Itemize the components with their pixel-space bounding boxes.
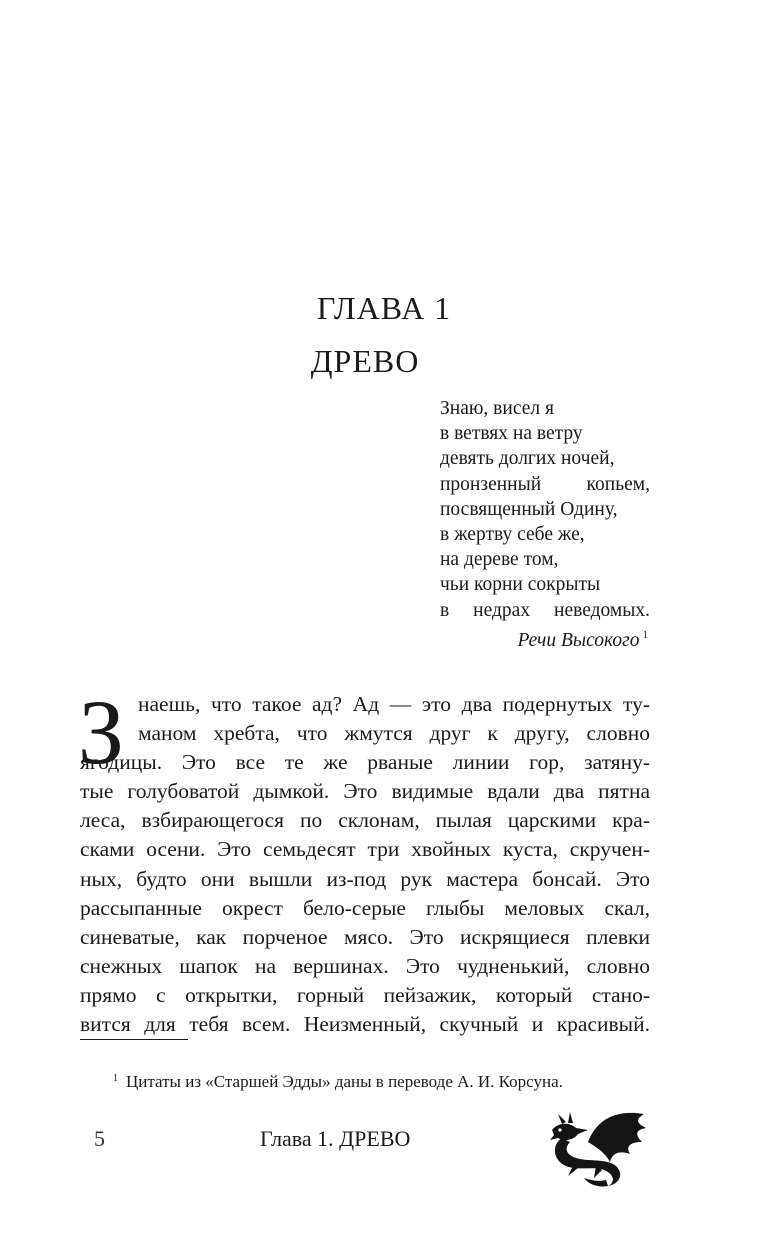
running-title: Глава 1. ДРЕВО (260, 1126, 411, 1151)
footnote-mark: 1 (113, 1073, 118, 1084)
epigraph (440, 396, 650, 653)
epigraph-line: чьи корни сокрыты (440, 574, 601, 596)
body-line: маном хребта, что жмутся друг к другу, словно (138, 721, 650, 746)
epigraph-line: на дереве том, (440, 549, 559, 571)
epigraph-line: посвященный Одину, (440, 498, 618, 520)
body-line: вится для тебя всем. Неизменный, скучный и красивый. (80, 1012, 650, 1037)
body-paragraph (78, 681, 650, 1039)
epigraph-line: пронзенный копьем, (440, 473, 650, 495)
body-line: синеватые, как порченое мясо. Это искрящиеся плевки (80, 924, 650, 949)
footnote-text: Цитаты из «Старшей Эдды» даны в переводе А. И. Корсуна. (126, 1072, 563, 1091)
body-line: ных, будто они вышли из-под рук мастера бонсай. Это (80, 866, 650, 891)
body-line: наешь, что такое ад? Ад — это два подернутых ту- (138, 692, 650, 716)
drop-cap: З (78, 681, 125, 783)
epigraph-line: в ветвях на ветру (440, 423, 583, 445)
body-line: снежных шапок на вершинах. Это чудненький, словно (80, 953, 650, 978)
footnote (113, 1068, 653, 1093)
body-line: прямо с открытки, горный пейзажик, который стано- (80, 982, 650, 1007)
epigraph-line: Знаю, висел я (440, 398, 554, 419)
chapter-number: ГЛАВА 1 (316, 290, 452, 326)
page-number: 5 (94, 1126, 105, 1151)
dragon-ornament-icon (548, 1108, 652, 1190)
footnote-reference[interactable]: 1 (642, 628, 648, 641)
epigraph-line: девять долгих ночей, (440, 448, 615, 470)
body-line: ягодицы. Это все те же рваные линии гор, затяну- (80, 750, 650, 775)
chapter-title: ДРЕВО (310, 343, 420, 379)
body-line: рассыпанные окрест бело-серые глыбы меловых скал, (80, 895, 650, 920)
body-line: леса, взбирающегося по склонам, пылая царскими кра- (80, 808, 650, 833)
epigraph-line: в недрах неведомых. (440, 599, 650, 621)
epigraph-source-title: Речи Высокого (517, 629, 640, 651)
body-line: тые голубоватой дымкой. Это видимые вдали два пятна (80, 779, 650, 804)
footnote-divider (80, 1039, 188, 1040)
epigraph-source (440, 623, 650, 653)
body-line: сками осени. Это семьдесят три хвойных куста, скручен- (80, 837, 650, 862)
epigraph-line: в жертву себе же, (440, 524, 585, 546)
